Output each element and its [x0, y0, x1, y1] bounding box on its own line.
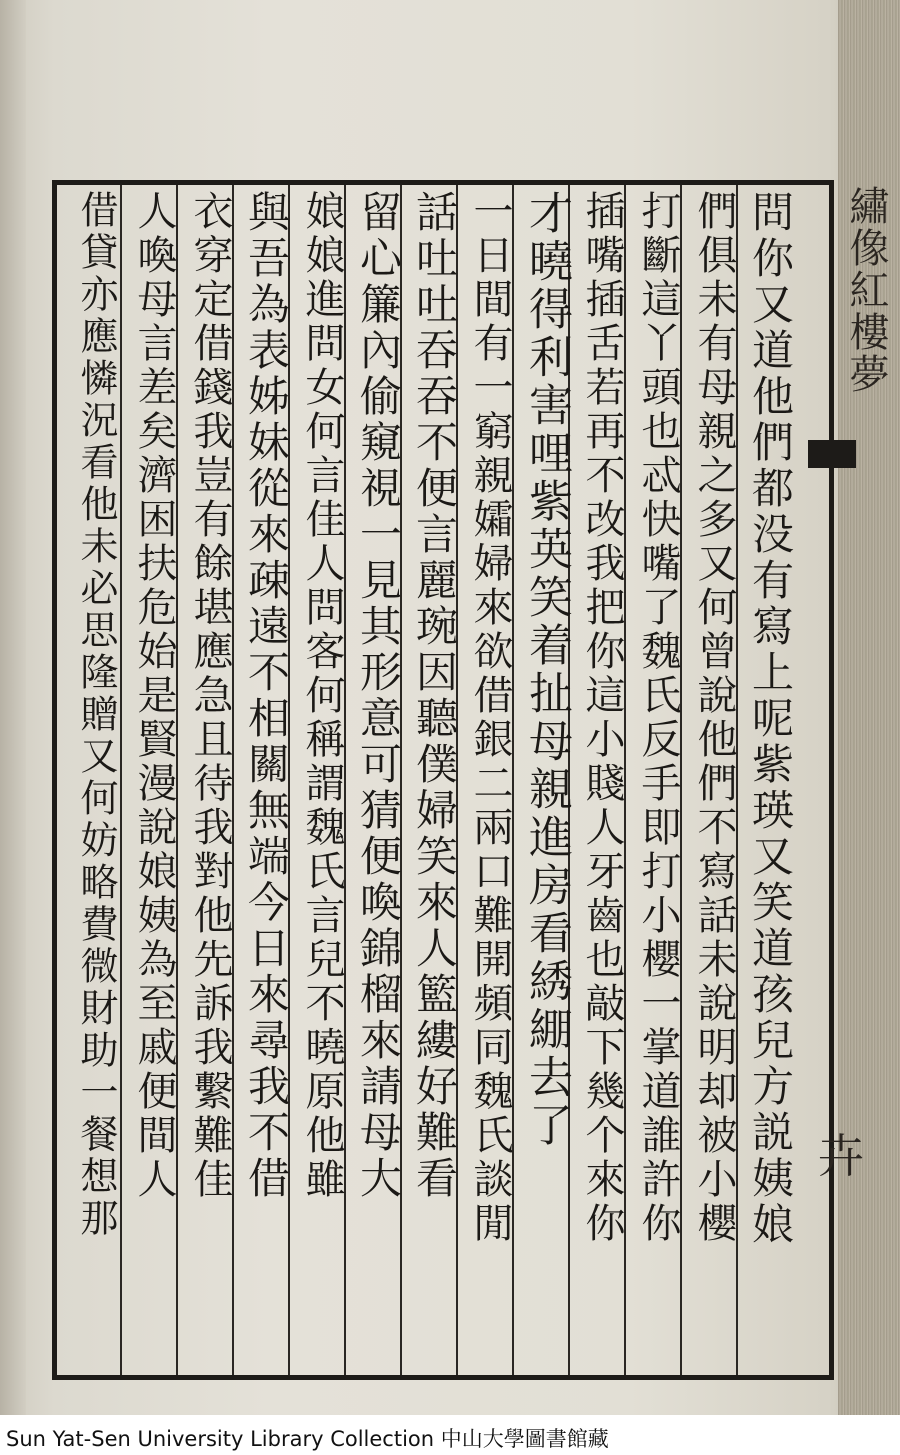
text-column: 與吾為表姊妹從來疎遠不相關無端今日來尋我不借: [242, 190, 291, 1202]
book-title: 繡像紅樓夢: [843, 185, 889, 395]
text-column: 問你又道他們都没有寫上呢紫瑛又笑道孩兒方説姨娘: [746, 190, 795, 1248]
text-column: 娘娘進問女何言佳人問客何稱謂魏氏言兒不曉原他雖: [299, 190, 345, 1202]
collection-credit: Sun Yat-Sen University Library Collection 中山大學圖書館藏: [6, 1427, 609, 1451]
text-column: 人喚母言差矣濟困扶危始是賢漫說娘姨為至戚便間人: [131, 190, 177, 1202]
footer-bar: [0, 1415, 900, 1455]
text-column: 一日間有一窮親孀婦來欲借銀二兩口難開頻同魏氏談閒: [467, 190, 513, 1246]
folio-number: 卉: [818, 1129, 864, 1183]
text-column: 話吐吐吞吞不便言麗琬因聽僕婦笑來人籃縷好難看: [410, 190, 459, 1202]
page-gutter: [0, 0, 26, 1415]
text-column: 才曉得利害哩紫英笑着扯母親進房看綉綳去了: [521, 190, 572, 1150]
text-column: 們俱未有母親之多又何曾說他們不寫話未說明却被小櫻: [691, 190, 737, 1246]
text-column: 借貸亦應憐況看他未必思隆贈又何妨略費微財助一餐想那: [74, 190, 118, 1240]
text-column: 留心簾內偷窺視一見其形意可猜便喚錦榴來請母大: [354, 190, 403, 1202]
text-column: 插嘴插舌若再不改我把你這小賤人牙齒也敲下幾个來你: [579, 190, 625, 1246]
text-column: 打斷這丫頭也忒快嘴了魏氏反手即打小櫻一掌道誰許你: [635, 190, 681, 1246]
text-column: 衣穿定借錢我豈有餘堪應急且待我對他先訴我繫難佳: [187, 190, 233, 1202]
fishtail-mark: [808, 440, 856, 468]
